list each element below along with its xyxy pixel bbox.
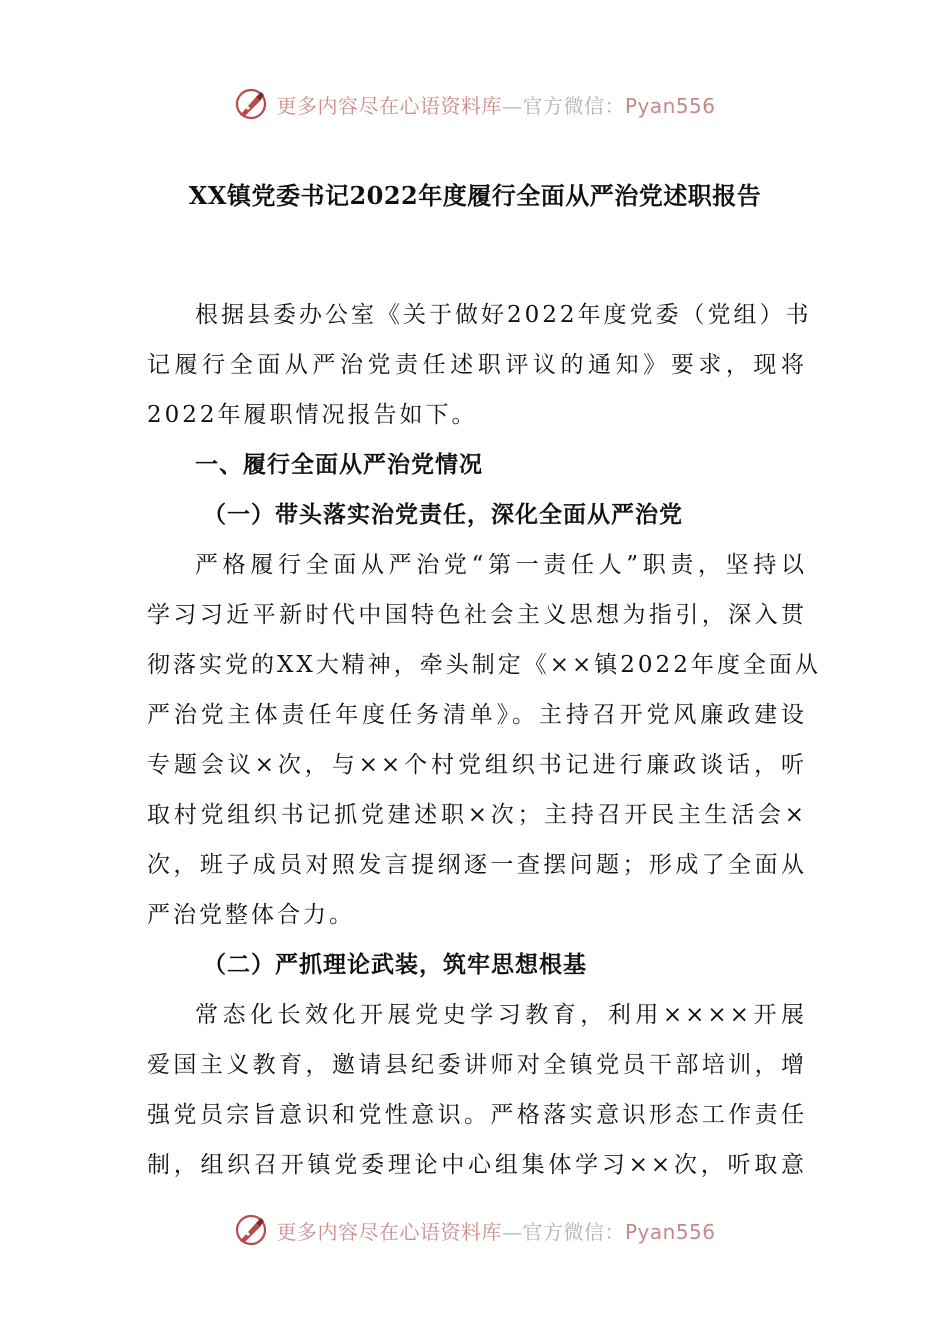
watermark-wechat-id: Pyan556 (624, 93, 716, 118)
watermark-site-text: 更多内容尽在心语资料库 (276, 1219, 502, 1244)
intro-line-2: 记履行全面从严治党责任述职评议的通知》要求，现将 (147, 352, 807, 378)
sub1-line-2: 学习习近平新时代中国特色社会主义思想为指引，深入贯 (147, 602, 807, 628)
watermark-header (0, 84, 950, 124)
pen-nib-logo-icon (234, 87, 268, 121)
sub1-line-7: 次，班子成员对照发言提纲逐一查摆问题；形成了全面从 (147, 852, 807, 878)
sub2-line-4: 制，组织召开镇党委理论中心组集体学习××次，听取意 (147, 1152, 807, 1178)
watermark-text (276, 1216, 715, 1245)
sub1-line-6: 取村党组织书记抓党建述职×次；主持召开民主生活会× (147, 802, 807, 828)
sub1-line-5: 专题会议×次，与××个村党组织书记进行廉政谈话，听 (147, 752, 807, 778)
intro-line-3: 2022年履职情况报告如下。 (147, 402, 478, 428)
document-title: XX镇党委书记2022年度履行全面从严治党述职报告 (188, 181, 762, 210)
subsection-2-heading: （二）严抓理论武装，筑牢思想根基 (203, 951, 587, 978)
sub1-line-4: 严治党主体责任年度任务清单》。主持召开党风廉政建设 (147, 702, 807, 728)
watermark-wechat-label: 官方微信： (522, 1219, 625, 1244)
watermark-text (276, 90, 715, 119)
sub1-line-8: 严治党整体合力。 (147, 902, 355, 928)
sub2-line-1: 常态化长效化开展党史学习教育，利用××××开展 (195, 1002, 807, 1028)
watermark-wechat-label: 官方微信： (522, 93, 625, 118)
watermark-wechat-id: Pyan556 (624, 1219, 716, 1244)
sub1-line-1: 严格履行全面从严治党“第一责任人”职责，坚持以 (195, 552, 807, 578)
watermark-separator: — (501, 93, 523, 118)
sub1-line-3: 彻落实党的XX大精神，牵头制定《××镇2022年度全面从 (147, 652, 821, 678)
watermark-separator: — (501, 1219, 523, 1244)
intro-line-1: 根据县委办公室《关于做好2022年度党委（党组）书 (195, 302, 812, 328)
subsection-1-heading: （一）带头落实治党责任，深化全面从严治党 (203, 501, 683, 528)
section-1-heading: 一、履行全面从严治党情况 (195, 451, 483, 478)
watermark-footer (0, 1210, 950, 1250)
document-body (147, 290, 821, 1190)
pen-nib-logo-icon (234, 1213, 268, 1247)
watermark-site-text: 更多内容尽在心语资料库 (276, 93, 502, 118)
sub2-line-2: 爱国主义教育，邀请县纪委讲师对全镇党员干部培训，增 (147, 1052, 807, 1078)
sub2-line-3: 强党员宗旨意识和党性意识。严格落实意识形态工作责任 (147, 1102, 807, 1128)
